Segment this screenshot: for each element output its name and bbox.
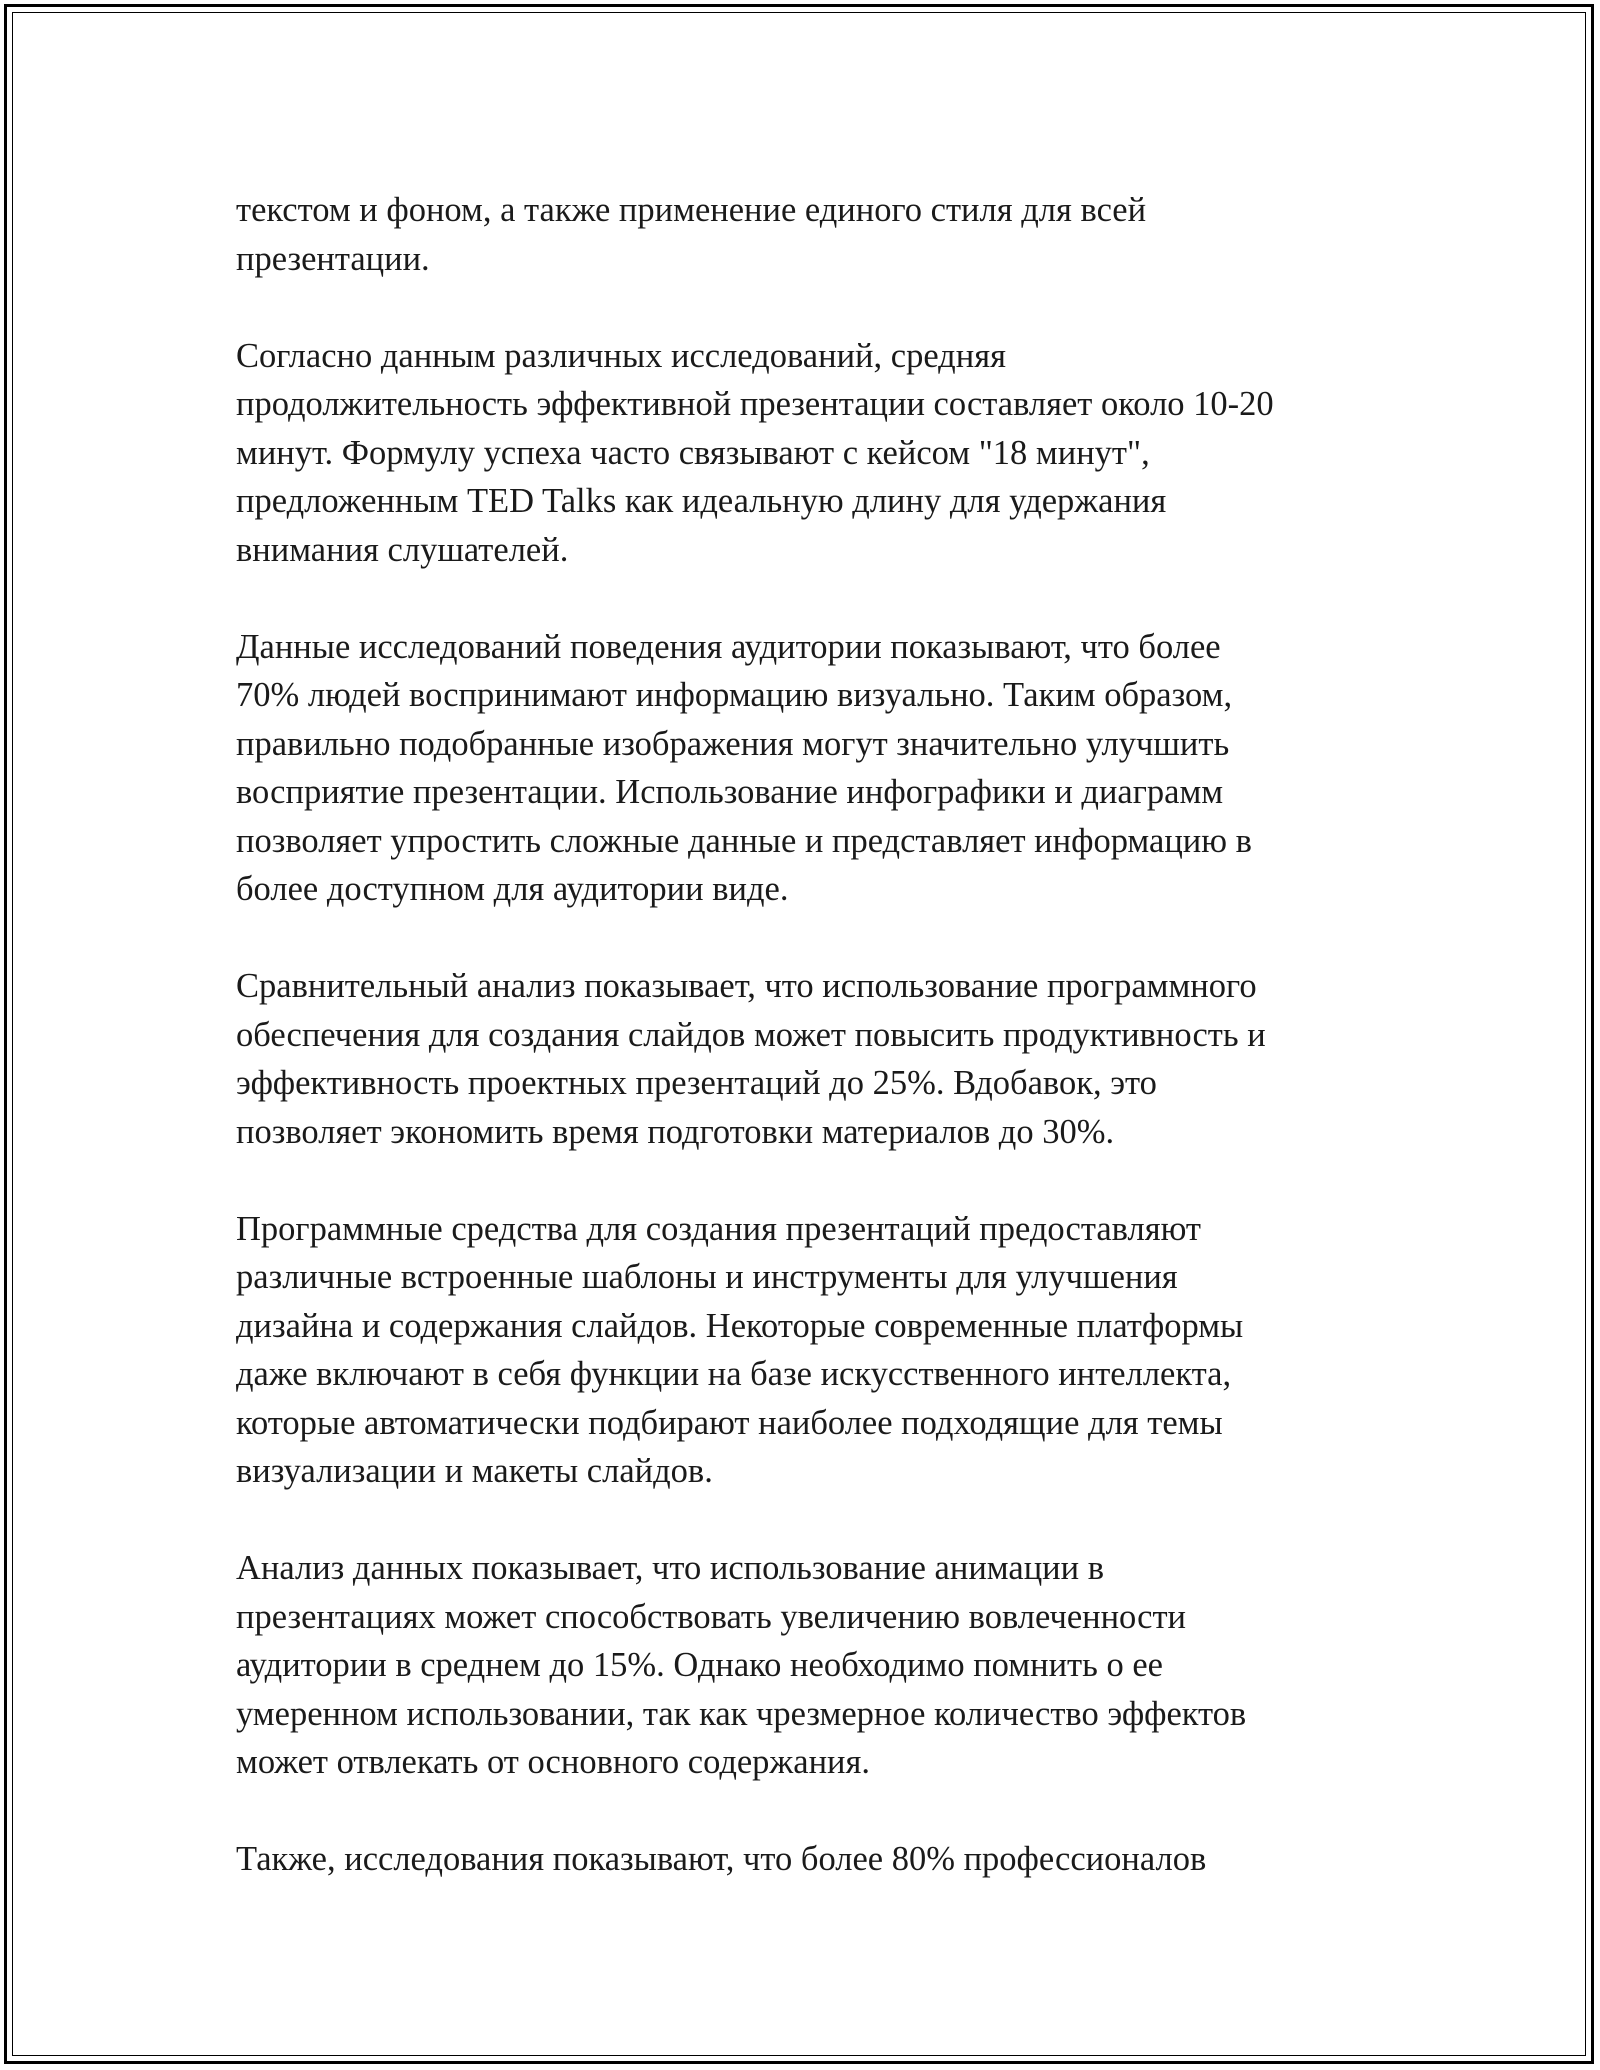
text-line: минут. Формулу успеха часто связывают с кейсом "18 минут", [236,433,1150,472]
text-line: 70% людей воспринимают информацию визуально. Таким образом, [236,676,1233,714]
text-line: более доступном для аудитории виде. [236,870,789,908]
paragraph [236,623,1376,914]
text-line: умеренном использовании, так как чрезмерное количество эффектов [236,1694,1247,1733]
paragraph [236,186,1376,283]
text-line: позволяет экономить время подготовки материалов до 30%. [236,1112,1115,1151]
text-line: позволяет упростить сложные данные и представляет информацию в [236,821,1252,860]
paragraph [236,962,1376,1156]
paragraph [236,1835,1376,1884]
text-line: продолжительность эффективной презентации составляет около 10-20 [236,385,1274,423]
text-line: Данные исследований поведения аудитории показывают, что более [236,627,1221,666]
text-line: визуализации и макеты слайдов. [236,1452,713,1490]
document-body [236,186,1376,1884]
text-line: Сравнительный анализ показывает, что использование программного [236,967,1257,1005]
text-line: обеспечения для создания слайдов может повысить продуктивность и [236,1015,1266,1054]
text-line: может отвлекать от основного содержания. [236,1743,871,1781]
text-line: дизайна и содержания слайдов. Некоторые современные платформы [236,1306,1244,1345]
text-line: правильно подобранные изображения могут значительно улучшить [236,724,1230,763]
text-line: эффективность проектных презентаций до 25%. Вдобавок, это [236,1064,1157,1102]
paragraph [236,332,1376,575]
text-line: которые автоматически подбирают наиболее подходящие для темы [236,1403,1223,1442]
text-line: Программные средства для создания презентаций предоставляют [236,1209,1201,1248]
text-line: презентациях может способствовать увеличению вовлеченности [236,1597,1187,1636]
text-line: текстом и фоном, а также применение единого стиля для всей [236,191,1147,229]
text-line: даже включают в себя функции на базе искусственного интеллекта, [236,1355,1232,1393]
text-line: Согласно данным различных исследований, средняя [236,336,1006,375]
text-line: восприятие презентации. Использование инфографики и диаграмм [236,773,1224,811]
text-line: аудитории в среднем до 15%. Однако необходимо помнить о ее [236,1646,1163,1684]
text-line: Анализ данных показывает, что использование анимации в [236,1549,1105,1587]
paragraph [236,1544,1376,1787]
paragraph [236,1205,1376,1496]
text-line: презентации. [236,239,430,278]
text-line: различные встроенные шаблоны и инструменты для улучшения [236,1258,1178,1296]
text-line: предложенным TED Talks как идеальную длину для удержания [236,482,1167,520]
text-line: внимания слушателей. [236,530,569,569]
text-line: Также, исследования показывают, что более 80% профессионалов [236,1840,1207,1878]
